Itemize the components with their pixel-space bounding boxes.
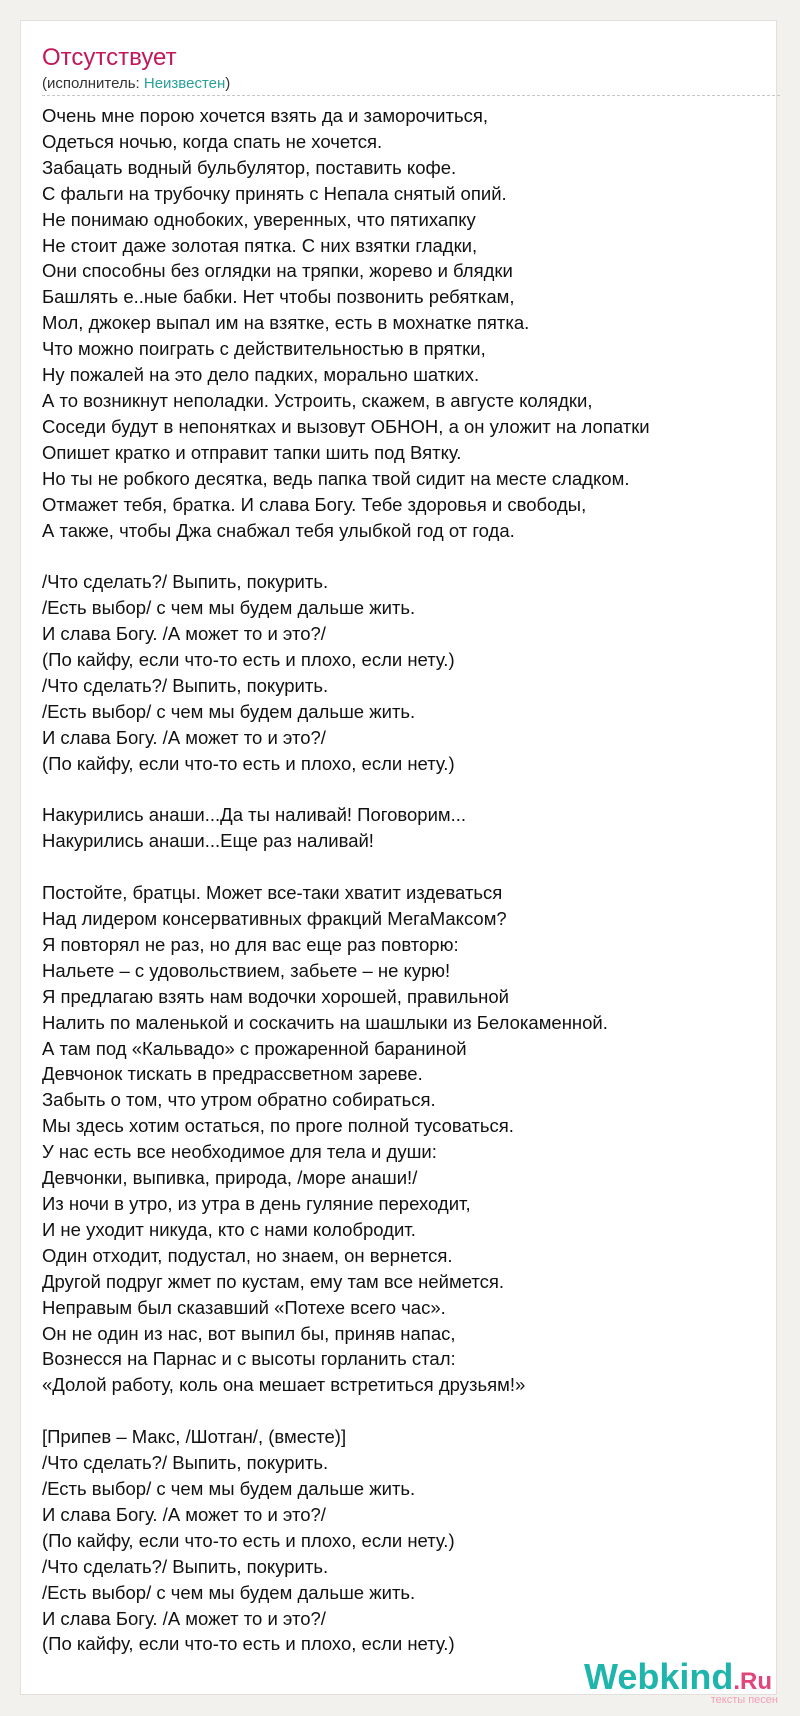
lyric-line: Ну пожалей на это дело падких, морально шатких. — [42, 364, 480, 386]
lyric-line: А там под «Кальвадо» с прожаренной бараниной — [42, 1037, 467, 1059]
lyric-line: И слава Богу. /А может то и это?/ — [42, 1607, 326, 1629]
lyric-line: Они способны без оглядки на тряпки, жорево и блядки — [42, 260, 513, 282]
logo-tld: .Ru — [733, 1668, 773, 1695]
lyric-line: /Что сделать?/ Выпить, покурить. — [42, 1555, 329, 1577]
lyric-line: /Что сделать?/ Выпить, покурить. — [42, 674, 329, 696]
lyric-line: Над лидером консервативных фракций МегаМаксом? — [42, 908, 507, 930]
lyric-line: Неправым был сказавший «Потехе всего час». — [42, 1296, 446, 1318]
lyric-line: Не понимаю однобоких, уверенных, что пятихапку — [42, 208, 476, 230]
logo-brand: Webkind — [584, 1656, 734, 1697]
lyric-line: /Есть выбор/ с чем мы будем дальше жить. — [42, 1581, 416, 1603]
artist-suffix: ) — [225, 75, 231, 92]
title-divider — [42, 95, 780, 96]
lyric-line: Опишет кратко и отправит тапки шить под Вятку. — [42, 441, 462, 463]
stanza-gap — [42, 777, 772, 803]
lyric-line: Одеться ночью, когда спать не хочется. — [42, 130, 383, 152]
lyric-line: Мол, джокер выпал им на взятке, есть в мохнатке пятка. — [42, 312, 530, 334]
lyric-line: Очень мне порою хочется взять да и заморочиться, — [42, 105, 488, 126]
song-title: Отсутствует — [42, 44, 177, 71]
lyric-line: И слава Богу. /А может то и это?/ — [42, 623, 326, 645]
lyric-line: А также, чтобы Джа снабжал тебя улыбкой год от года. — [42, 519, 515, 541]
lyric-line: Не стоит даже золотая пятка. С них взятки гладки, — [42, 234, 478, 256]
lyric-line: У нас есть все необходимое для тела и души: — [42, 1141, 437, 1163]
lyric-line: /Есть выбор/ с чем мы будем дальше жить. — [42, 597, 416, 619]
lyric-line: Мы здесь хотим остаться, по проге полной тусоваться. — [42, 1115, 514, 1137]
lyric-line: Забацать водный бульбулятор, поставить кофе. — [42, 156, 457, 178]
artist-prefix: (исполнитель: — [42, 75, 144, 92]
lyric-line: Девчонок тискать в предрассветном зареве. — [42, 1063, 423, 1085]
lyric-line: Я предлагаю взять нам водочки хорошей, правильной — [42, 985, 510, 1007]
lyric-line: «Долой работу, коль она мешает встретиться друзьям!» — [42, 1374, 526, 1396]
lyric-line: И слава Богу. /А может то и это?/ — [42, 1503, 326, 1525]
lyric-line: Накурились анаши...Еще раз наливай! — [42, 830, 374, 852]
lyric-line: Соседи будут в непонятках и вызовут ОБНОН, а он уложит на лопатки — [42, 415, 650, 437]
lyric-line: Другой подруг жмет по кустам, ему там все неймется. — [42, 1270, 505, 1292]
lyric-line: Но ты не робкого десятка, ведь папка твой сидит на месте сладком. — [42, 467, 630, 489]
lyric-line: Постойте, братцы. Может все-таки хватит издеваться — [42, 882, 503, 904]
lyric-line: (По кайфу, если что-то есть и плохо, если нету.) — [42, 1529, 455, 1551]
artist-link[interactable]: Неизвестен — [143, 75, 226, 92]
lyric-line: Накурились анаши...Да ты наливай! Поговорим... — [42, 804, 467, 826]
lyric-line: Налить по маленькой и соскачить на шашлыки из Белокаменной. — [42, 1011, 608, 1033]
lyric-line: Забыть о том, что утром обратно собираться. — [42, 1089, 436, 1111]
lyric-line: Что можно поиграть с действительностью в прятки, — [42, 338, 486, 360]
lyric-line: Он не один из нас, вот выпил бы, приняв напас, — [42, 1322, 456, 1344]
lyric-line: Из ночи в утро, из утра в день гуляние переходит, — [42, 1193, 471, 1215]
lyric-line: (По кайфу, если что-то есть и плохо, если нету.) — [42, 752, 455, 774]
lyric-line: И слава Богу. /А может то и это?/ — [42, 726, 326, 748]
stanza-gap — [42, 543, 772, 569]
lyric-line: Вознесся на Парнас и с высоты горланить стал: — [42, 1348, 456, 1370]
logo-tagline: тексты песен — [710, 1694, 778, 1706]
lyric-line: Один отходит, подустал, но знаем, он вернется. — [42, 1244, 453, 1266]
lyrics-body — [42, 103, 772, 1657]
lyric-line: (По кайфу, если что-то есть и плохо, если нету.) — [42, 1633, 455, 1655]
lyric-line: Девчонки, выпивка, природа, /море анаши!/ — [42, 1167, 418, 1189]
artist-line — [42, 74, 230, 94]
lyric-line: Отмажет тебя, братка. И слава Богу. Тебе здоровья и свободы, — [42, 493, 587, 515]
lyric-line: /Что сделать?/ Выпить, покурить. — [42, 571, 329, 593]
webkind-logo[interactable] — [584, 1657, 784, 1705]
stanza-gap — [42, 1398, 772, 1424]
lyric-line: Башлять е..ные бабки. Нет чтобы позвонить ребяткам, — [42, 286, 515, 308]
lyrics-card — [20, 20, 778, 1706]
lyric-line: А то возникнут неполадки. Устроить, скажем, в августе колядки, — [42, 389, 593, 411]
stanza-gap — [42, 854, 772, 880]
lyric-line: С фальги на трубочку принять с Непала снятый опий. — [42, 182, 507, 204]
lyric-line: /Что сделать?/ Выпить, покурить. — [42, 1452, 329, 1474]
lyric-line: И не уходит никуда, кто с нами колобродит. — [42, 1218, 416, 1240]
lyric-line: Нальете – с удовольствием, забьете – не курю! — [42, 959, 451, 981]
lyric-line: Я повторял не раз, но для вас еще раз повторю: — [42, 933, 459, 955]
lyric-line: (По кайфу, если что-то есть и плохо, если нету.) — [42, 649, 455, 671]
lyric-line: /Есть выбор/ с чем мы будем дальше жить. — [42, 1477, 416, 1499]
lyric-line: [Припев – Макс, /Шотган/, (вместе)] — [42, 1426, 347, 1448]
lyric-line: /Есть выбор/ с чем мы будем дальше жить. — [42, 700, 416, 722]
